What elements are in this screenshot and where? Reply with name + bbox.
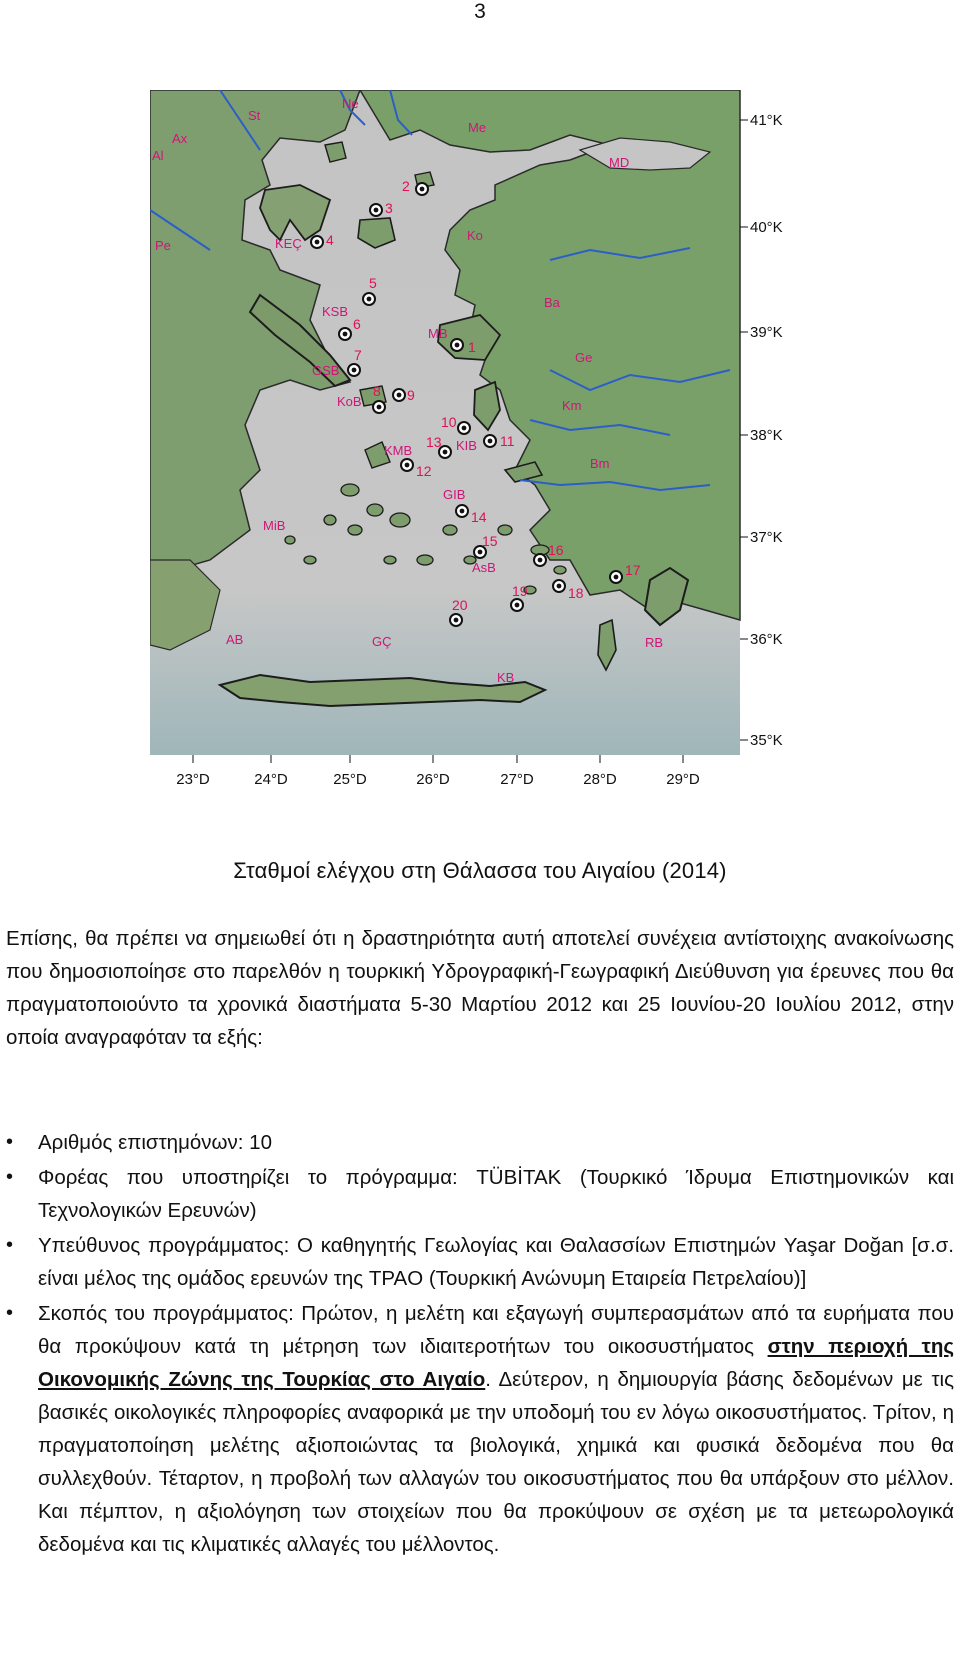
station-number: 7 (354, 347, 362, 363)
station-number: 13 (426, 434, 442, 450)
bullet-text: Φορέας που υποστηρίζει το πρόγραμμα: TÜBİTAK (Τουρκικό Ίδρυμα Επιστημονικών και Τεχνολογικών Ερευνών) (38, 1166, 954, 1222)
lon-label: 26°D (416, 771, 450, 788)
emphasized-text: στην περιοχή της Οικονομικής Ζώνης της Τουρκίας στο Αιγαίο (38, 1335, 955, 1391)
lon-label: 24°D (254, 771, 288, 788)
region-label: AsB (472, 560, 496, 575)
bullet-item (0, 1161, 954, 1227)
aegean-station-map (150, 90, 800, 880)
lat-label: 39°K (750, 324, 783, 341)
region-label: Ax (172, 131, 188, 146)
lat-label: 35°K (750, 732, 783, 749)
region-label: MB (428, 326, 448, 341)
region-label: KB (497, 670, 515, 685)
station-number: 17 (625, 562, 641, 578)
station-number: 8 (373, 383, 381, 399)
bullet-item (0, 1229, 954, 1295)
region-label: Ko (467, 228, 483, 243)
region-label: Ne (342, 96, 359, 111)
lon-label: 27°D (500, 771, 534, 788)
region-label: Ge (575, 350, 593, 365)
station-number: 1 (468, 339, 476, 355)
region-label: Al (152, 148, 164, 163)
region-label: Km (562, 398, 582, 413)
lat-label: 37°K (750, 529, 783, 546)
lat-label: 41°K (750, 112, 783, 129)
region-label: Pe (155, 238, 171, 253)
station-number: 9 (407, 387, 415, 403)
lat-label: 38°K (750, 427, 783, 444)
region-label: GIB (443, 487, 466, 502)
region-label: MiB (263, 518, 286, 533)
station-number: 16 (548, 542, 564, 558)
lon-label: 25°D (333, 771, 367, 788)
station-number: 20 (452, 597, 468, 613)
bullet-text: Σκοπός του προγράμματος: Πρώτον, η μελέτη και εξαγωγή συμπερασμάτων από τα ευρήματα που θα προκύψουν κατά τη μέτρηση των ιδιαιτεροτήτων του οικοσυστήματος (38, 1302, 954, 1358)
station-number: 19 (512, 583, 528, 599)
region-label: St (248, 108, 261, 123)
region-label: KEÇ (275, 236, 302, 251)
figure-caption: Σταθμοί ελέγχου στη Θάλασσα του Αιγαίου (2014) (233, 858, 727, 883)
region-label: KMB (384, 443, 413, 458)
bullet-text: . Δεύτερον, η δημιουργία βάσης δεδομένων με τις βασικές οικολογικές πληροφορίες αναφορικά με την υποδομή του εν λόγω οικοσυστήματος. Τρίτον, η πραγματοποίηση μελέτης αξιοποιώντας τα βιολογικά, χημικά και φυσικά δεδομένα που θα συλλεχθούν. Τέταρτον, η προβολή των αλλαγών του οικοσυστήματος που θα υπάρξουν στο μέλλον. Και πέμπτον, η αξιολόγηση των στοιχείων που θα προκύψουν σε σχέση με τα μετεωρολογικά δεδομένα και τις κλιματικές αλλαγές του μέλλοντος. (38, 1368, 954, 1556)
station-number: 12 (416, 463, 432, 479)
bullet-text: Αριθμός επιστημόνων: 10 (38, 1131, 272, 1154)
bullet-item (0, 1297, 954, 1561)
lon-label: 28°D (583, 771, 617, 788)
lat-label: 40°K (750, 219, 783, 236)
station-number: 3 (385, 200, 393, 216)
station-number: 6 (353, 316, 361, 332)
region-label: Me (468, 120, 487, 135)
station-number: 15 (482, 533, 498, 549)
page-number: 3 (474, 0, 486, 23)
station-marker (484, 433, 515, 449)
bullet-text: Υπεύθυνος προγράμματος: Ο καθηγητής Γεωλογίας και Θαλασσίων Επιστημών Yaşar Doğan [σ.σ. είναι μέλος της ομάδος ερευνών της TPAO (Τουρκική Ανώνυμη Εταιρεία Πετρελαίου)] (38, 1234, 954, 1290)
region-label: AB (226, 632, 244, 647)
region-label: Bm (590, 456, 610, 471)
region-label: Ba (544, 295, 560, 310)
intro-paragraph: Επίσης, θα πρέπει να σημειωθεί ότι η δραστηριότητα αυτή αποτελεί συνέχεια αντίστοιχης ανακοίνωσης που δημοσιοποίησε στο παρελθόν η τουρκική Υδρογραφική-Γεωγραφική Διεύθυνση για έρευνες που θα πραγματοποιούντο τα χρονικά διαστήματα 5-30 Μαρτίου 2012 και 25 Ιουνίου-20 Ιουλίου 2012, στην οποία αναγραφόταν τα εξής: (6, 927, 954, 1049)
longitude-labels (176, 771, 700, 788)
region-label: RB (645, 635, 664, 650)
lon-label: 29°D (666, 771, 700, 788)
lat-label: 36°K (750, 631, 783, 648)
station-number: 5 (369, 275, 377, 291)
region-label: KoB (337, 394, 362, 409)
region-label: MD (609, 155, 630, 170)
station-number: 11 (500, 433, 515, 449)
latitude-labels (750, 112, 783, 749)
station-number: 4 (326, 232, 334, 248)
region-label: KIB (456, 438, 477, 453)
lon-label: 23°D (176, 771, 210, 788)
region-label: GSB (312, 363, 340, 378)
region-label: KSB (322, 304, 349, 319)
station-number: 2 (402, 178, 410, 194)
bullet-list (0, 1126, 954, 1563)
station-number: 18 (568, 585, 584, 601)
station-number: 14 (471, 509, 487, 525)
station-number: 10 (441, 414, 457, 430)
region-label: GÇ (372, 634, 392, 649)
bullet-item (0, 1126, 954, 1159)
